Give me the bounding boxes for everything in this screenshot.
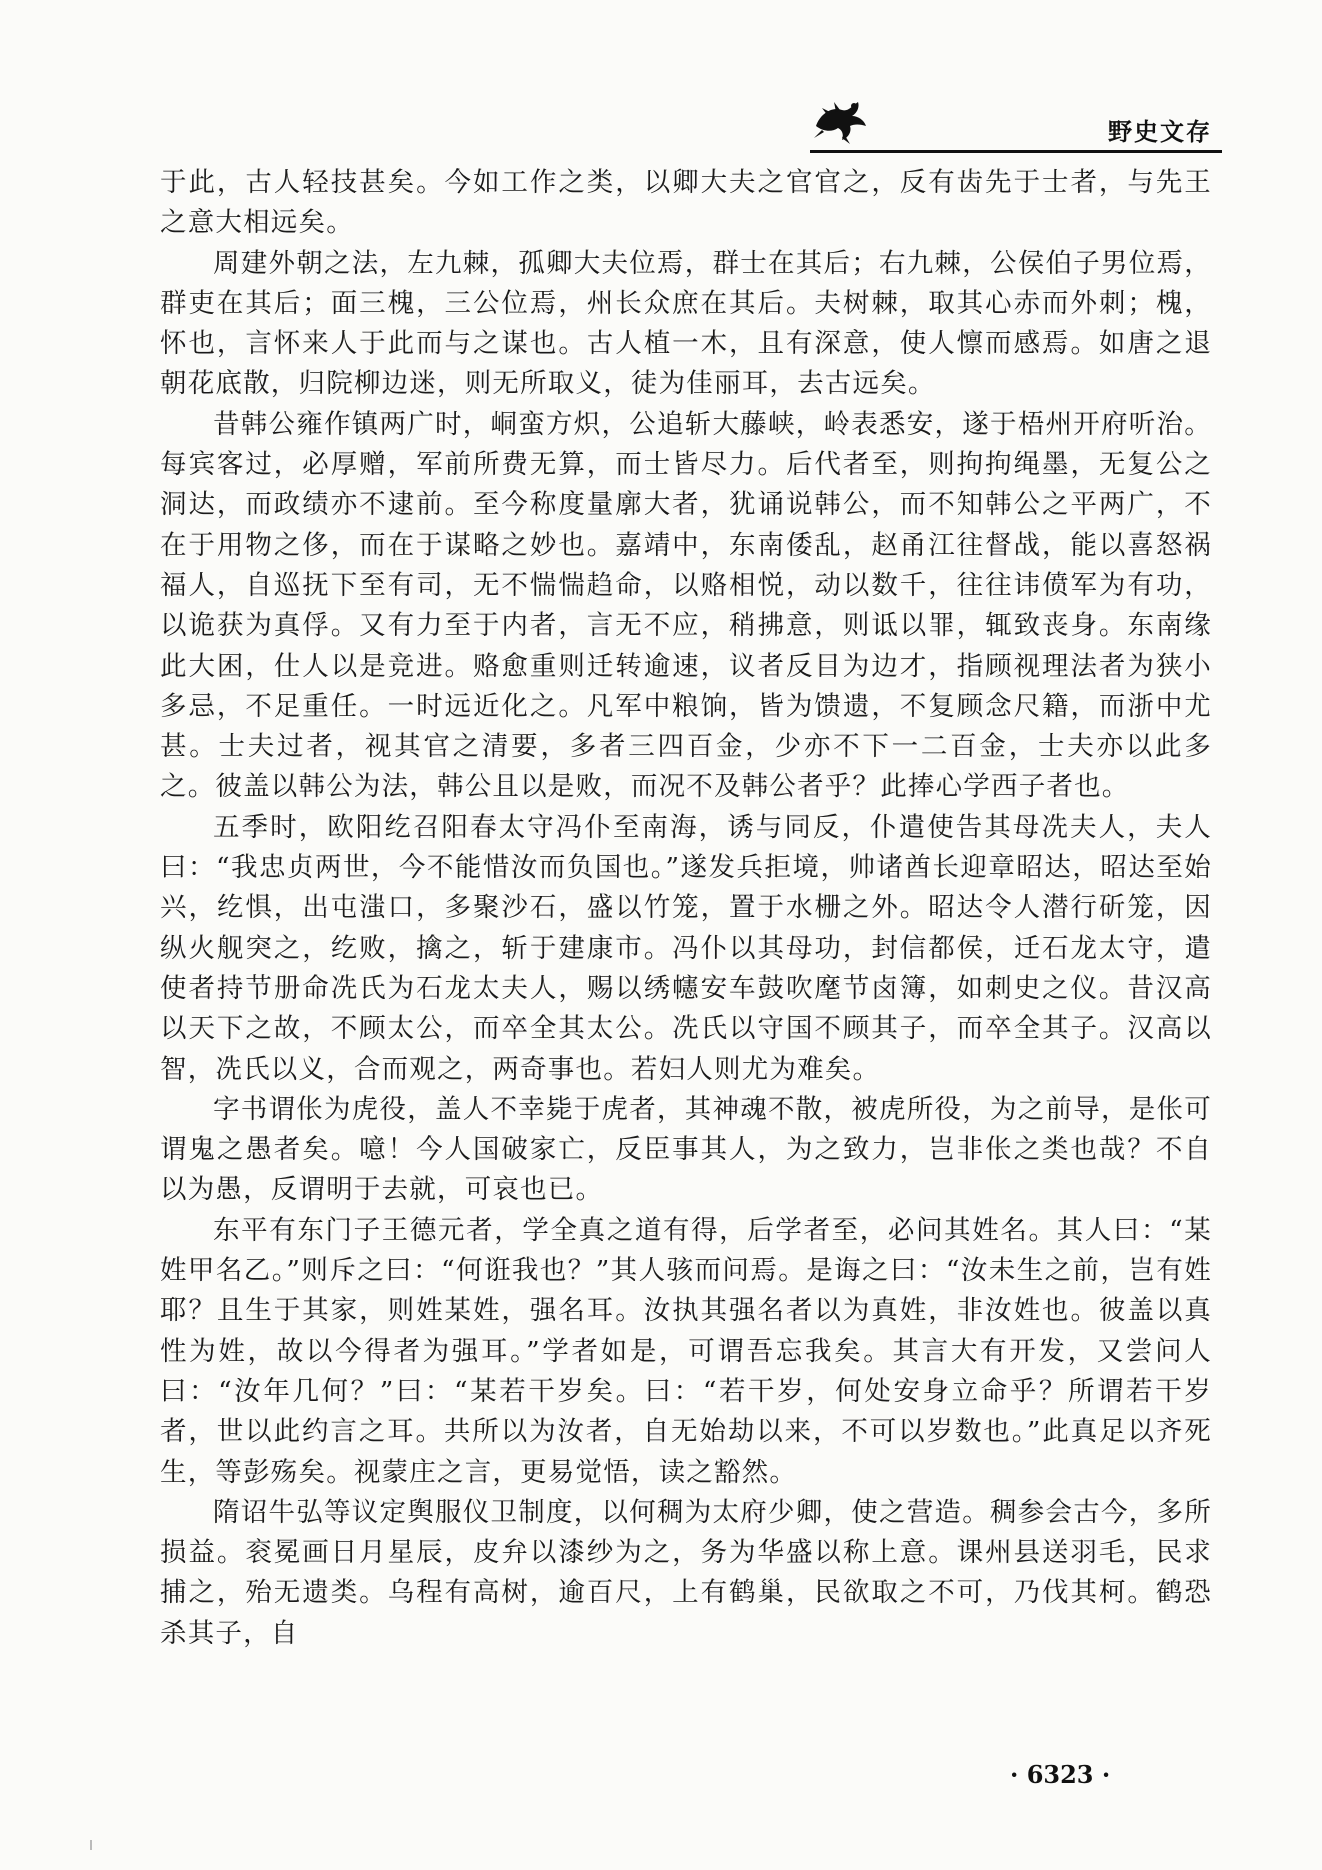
body-text <box>160 163 1212 1654</box>
book-series-title: 野史文存 <box>1108 118 1212 146</box>
paragraph-1: 于此，古人轻技甚矣。今如工作之类，以卿大夫之官官之，反有齿先于士者，与先王之意大相远矣。 <box>160 167 1212 239</box>
paragraph-7: 隋诏牛弘等议定舆服仪卫制度，以何稠为太府少卿，使之营造。稠参会古今，多所损益。衮冕画日月星辰，皮弁以漆纱为之，务为华盛以称上意。课州县送羽毛，民求捕之，殆无遗类。乌程有高树，逾百尺，上有鹤巢，民欲取之不可，乃伐其柯。鹤恐杀其子，自 <box>160 1496 1212 1649</box>
header-rule <box>810 150 1222 153</box>
paragraph-4: 五季时，欧阳纥召阳春太守冯仆至南海，诱与同反，仆遣使告其母冼夫人，夫人曰：“我忠贞两世，今不能惜汝而负国也。”遂发兵拒境，帅诸酋长迎章昭达，昭达至始兴，纥惧，出屯滍口，多聚沙石，盛以竹笼，置于水栅之外。昭达令人潜行斫笼，因纵火舰突之，纥败，擒之，斩于建康市。冯仆以其母功，封信都侯，迁石龙太守，遣使者持节册命冼氏为石龙太夫人，赐以绣幰安车鼓吹麾节卤簿，如刺史之仪。昔汉高以天下之故，不顾太公，而卒全其太公。冼氏以守国不顾其子，而卒全其子。汉高以智，冼氏以义，合而观之，两奇事也。若妇人则尤为难矣。 <box>160 811 1212 1085</box>
dragon-emblem-icon <box>808 86 872 150</box>
paragraph-2: 周建外朝之法，左九棘，孤卿大夫位焉，群士在其后；右九棘，公侯伯子男位焉，群吏在其后；面三槐，三公位焉，州长众庶在其后。夫树棘，取其心赤而外刺；槐，怀也，言怀来人于此而与之谋也。古人植一木，且有深意，使人懔而感焉。如唐之退朝花底散，归院柳边迷，则无所取义，徒为佳丽耳，去古远矣。 <box>160 247 1212 400</box>
paragraph-3: 昔韩公雍作镇两广时，峒蛮方炽，公追斩大藤峡，岭表悉安，遂于梧州开府听治。每宾客过，必厚赠，军前所费无算，而士皆尽力。后代者至，则拘拘绳墨，无复公之洞达，而政绩亦不逮前。至今称度量廓大者，犹诵说韩公，而不知韩公之平两广，不在于用物之侈，而在于谋略之妙也。嘉靖中，东南倭乱，赵甬江往督战，能以喜怒祸福人，自巡抚下至有司，无不惴惴趋命，以赂相悦，动以数千，往往讳偾军为有功，以诡获为真俘。又有力至于内者，言无不应，稍拂意，则诋以罪，辄致丧身。东南缘此大困，仕人以是竞进。赂愈重则迁转逾速，议者反目为边才，指顾视理法者为狭小多忌，不足重任。一时远近化之。凡军中粮饷，皆为馈遗，不复顾念尺籍，而浙中尤甚。士夫过者，视其官之清要，多者三四百金，少亦不下一二百金，士夫亦以此多之。彼盖以韩公为法，韩公且以是败，而况不及韩公者乎？此捧心学西子者也。 <box>160 408 1212 803</box>
scan-mark <box>90 1840 92 1850</box>
paragraph-6: 东平有东门子王德元者，学全真之道有得，后学者至，必问其姓名。其人曰：“某姓甲名乙。”则斥之曰：“何诳我也？”其人骇而问焉。是诲之曰：“汝未生之前，岂有姓耶？且生于其家，则姓某姓，强名耳。汝执其强名者以为真姓，非汝姓也。彼盖以真性为姓，故以今得者为强耳。”学者如是，可谓吾忘我矣。其言大有开发，又尝问人曰：“汝年几何？”曰：“某若干岁矣。曰：“若干岁，何处安身立命乎？所谓若干岁者，世以此约言之耳。共所以为汝者，自无始劫以来，不可以岁数也。”此真足以齐死生，等彭殇矣。视蒙庄之言，更易觉悟，读之豁然。 <box>160 1214 1212 1488</box>
paragraph-5: 字书谓伥为虎役，盖人不幸毙于虎者，其神魂不散，被虎所役，为之前导，是伥可谓鬼之愚者矣。噫！今人国破家亡，反臣事其人，为之致力，岂非伥之类也哉？不自以为愚，反谓明于去就，可哀也已。 <box>160 1093 1212 1206</box>
page-number: · 6323 · <box>1010 1760 1111 1789</box>
